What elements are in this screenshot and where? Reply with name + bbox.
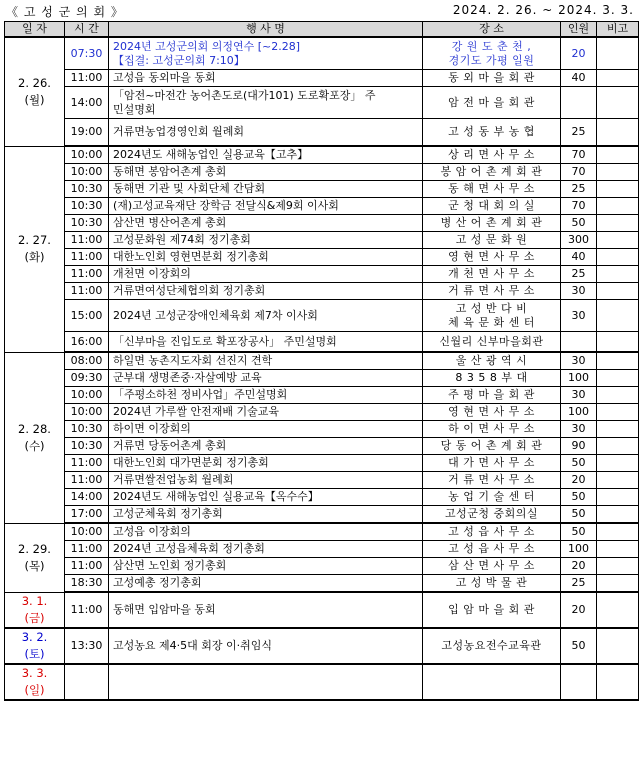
event-cell: 삼산면 병산어촌계 총회: [109, 215, 423, 232]
place-cell: 당 동 어 촌 계 회 관: [423, 438, 561, 455]
time-cell: 10:30: [65, 198, 109, 215]
event-cell: 하이면 이장회의: [109, 421, 423, 438]
note-cell: [597, 370, 639, 387]
note-cell: [597, 70, 639, 87]
time-cell: 08:00: [65, 352, 109, 370]
table-row: [5, 541, 639, 558]
table-row: [5, 404, 639, 421]
table-row: [5, 352, 639, 370]
time-cell: 10:00: [65, 164, 109, 181]
note-cell: [597, 283, 639, 300]
note-cell: [597, 558, 639, 575]
event-cell: 2024년 가루쌀 안전재배 기술교육: [109, 404, 423, 421]
col-time: 시 간: [65, 22, 109, 38]
note-cell: [597, 146, 639, 164]
schedule-body: [5, 37, 639, 700]
count-cell: 20: [561, 558, 597, 575]
event-cell: 대한노인회 대가면분회 정기총회: [109, 455, 423, 472]
place-cell: 삼 산 면 사 무 소: [423, 558, 561, 575]
date-label: 2. 27.: [18, 233, 51, 247]
event-cell: 고성문화원 제74회 정기총회: [109, 232, 423, 249]
event-cell: 동해면 봉암어촌계 총회: [109, 164, 423, 181]
time-cell: 11:00: [65, 541, 109, 558]
time-cell: 13:30: [65, 628, 109, 664]
weekday-label: (금): [24, 610, 45, 625]
event-cell: 거류면여성단체협의회 정기총회: [109, 283, 423, 300]
note-cell: [597, 438, 639, 455]
count-cell: 30: [561, 387, 597, 404]
count-cell: 50: [561, 506, 597, 524]
time-cell: 11:00: [65, 558, 109, 575]
table-row: [5, 198, 639, 215]
note-cell: [597, 506, 639, 524]
event-cell: 「주평소하천 정비사업」주민설명회: [109, 387, 423, 404]
count-cell: 90: [561, 438, 597, 455]
time-cell: 10:30: [65, 181, 109, 198]
table-row: [5, 558, 639, 575]
time-cell: 19:00: [65, 119, 109, 147]
event-cell: 「신부마을 진입도로 확포장공사」 주민설명회: [109, 332, 423, 353]
table-row: [5, 300, 639, 332]
time-cell: 14:00: [65, 87, 109, 119]
table-row: [5, 266, 639, 283]
count-cell: 50: [561, 628, 597, 664]
col-event: 행 사 명: [109, 22, 423, 38]
place-cell: 신월리 신부마을회관: [423, 332, 561, 353]
table-row: [5, 164, 639, 181]
count-cell: 50: [561, 455, 597, 472]
event-cell: 고성농요 제4·5대 회장 이·취임식: [109, 628, 423, 664]
council-title: 《 고 성 군 의 회 》: [6, 5, 124, 19]
time-cell: 11:00: [65, 592, 109, 628]
count-cell: [561, 87, 597, 119]
count-cell: 30: [561, 300, 597, 332]
date-range: 2024. 2. 26. ~ 2024. 3. 3.: [452, 3, 634, 17]
table-row: [5, 489, 639, 506]
table-row: [5, 232, 639, 249]
note-cell: [597, 541, 639, 558]
note-cell: [597, 87, 639, 119]
note-cell: [597, 404, 639, 421]
place-cell: 군 청 대 회 의 실: [423, 198, 561, 215]
place-cell: 하 이 면 사 무 소: [423, 421, 561, 438]
note-cell: [597, 266, 639, 283]
note-cell: [597, 198, 639, 215]
place-cell: 고 성 반 다 비 체 육 문 화 센 터: [423, 300, 561, 332]
note-cell: [597, 164, 639, 181]
time-cell: 11:00: [65, 472, 109, 489]
note-cell: [597, 300, 639, 332]
count-cell: 25: [561, 119, 597, 147]
count-cell: [561, 332, 597, 353]
count-cell: 30: [561, 352, 597, 370]
count-cell: 70: [561, 198, 597, 215]
note-cell: [597, 181, 639, 198]
note-cell: [597, 215, 639, 232]
time-cell: 11:00: [65, 70, 109, 87]
place-cell: 거 류 면 사 무 소: [423, 283, 561, 300]
table-row: [5, 592, 639, 628]
event-cell: 개천면 이장회의: [109, 266, 423, 283]
place-cell: 영 현 면 사 무 소: [423, 404, 561, 421]
place-cell: 고 성 문 화 원: [423, 232, 561, 249]
count-cell: 100: [561, 370, 597, 387]
count-cell: 100: [561, 404, 597, 421]
date-cell: [5, 628, 65, 664]
col-place: 장 소: [423, 22, 561, 38]
table-row: [5, 387, 639, 404]
event-cell: 2024년 고성읍체육회 정기총회: [109, 541, 423, 558]
time-cell: 11:00: [65, 232, 109, 249]
table-row: [5, 215, 639, 232]
time-cell: 10:30: [65, 438, 109, 455]
note-cell: [597, 332, 639, 353]
place-cell: 입 암 마 을 회 관: [423, 592, 561, 628]
col-note: 비고: [597, 22, 639, 38]
count-cell: 70: [561, 146, 597, 164]
note-cell: [597, 472, 639, 489]
time-cell: 17:00: [65, 506, 109, 524]
event-cell: 삼산면 노인회 정기총회: [109, 558, 423, 575]
count-cell: 50: [561, 523, 597, 541]
event-cell: 고성군체육회 정기총회: [109, 506, 423, 524]
count-cell: 30: [561, 421, 597, 438]
table-row: [5, 283, 639, 300]
place-cell: 강 원 도 춘 천 , 경기도 가평 일원: [423, 37, 561, 70]
place-cell: 암 전 마 을 회 관: [423, 87, 561, 119]
count-cell: 25: [561, 181, 597, 198]
count-cell: 300: [561, 232, 597, 249]
count-cell: 20: [561, 472, 597, 489]
time-cell: 11:00: [65, 266, 109, 283]
place-cell: [423, 664, 561, 700]
weekday-label: (일): [24, 683, 45, 697]
note-cell: [597, 664, 639, 700]
place-cell: 병 산 어 촌 계 회 관: [423, 215, 561, 232]
note-cell: [597, 523, 639, 541]
event-cell: 거류면쌀전업농회 월례회: [109, 472, 423, 489]
place-cell: 고성군청 중회의실: [423, 506, 561, 524]
table-row: [5, 332, 639, 353]
table-row: [5, 664, 639, 700]
table-row: [5, 455, 639, 472]
date-cell: [5, 664, 65, 700]
time-cell: 10:00: [65, 404, 109, 421]
place-cell: 농 업 기 술 센 터: [423, 489, 561, 506]
table-row: [5, 146, 639, 164]
event-cell: [109, 664, 423, 700]
time-cell: 10:30: [65, 421, 109, 438]
place-cell: 동 해 면 사 무 소: [423, 181, 561, 198]
place-cell: 울 산 광 역 시: [423, 352, 561, 370]
time-cell: 16:00: [65, 332, 109, 353]
time-cell: 10:00: [65, 523, 109, 541]
col-count: 인원: [561, 22, 597, 38]
date-cell: [5, 37, 65, 146]
place-cell: 8 3 5 8 부 대: [423, 370, 561, 387]
note-cell: [597, 387, 639, 404]
event-cell: 동해면 입암마을 동회: [109, 592, 423, 628]
place-cell: 봉 암 어 촌 계 회 관: [423, 164, 561, 181]
event-cell: (재)고성교육재단 장학금 전달식&제9회 이사회: [109, 198, 423, 215]
count-cell: 50: [561, 215, 597, 232]
time-cell: 11:00: [65, 283, 109, 300]
time-cell: 10:00: [65, 146, 109, 164]
place-cell: 고 성 동 부 농 협: [423, 119, 561, 147]
weekday-label: (월): [24, 92, 45, 107]
count-cell: 50: [561, 489, 597, 506]
note-cell: [597, 119, 639, 147]
table-row: [5, 421, 639, 438]
event-cell: 동해면 기관 및 사회단체 간담회: [109, 181, 423, 198]
table-header-row: [5, 22, 639, 38]
count-cell: 25: [561, 575, 597, 593]
place-cell: 주 평 마 을 회 관: [423, 387, 561, 404]
table-row: [5, 438, 639, 455]
place-cell: 거 류 면 사 무 소: [423, 472, 561, 489]
event-cell: 고성읍 동외마을 동회: [109, 70, 423, 87]
table-row: [5, 70, 639, 87]
date-label: 3. 1.: [21, 593, 48, 608]
table-row: [5, 370, 639, 387]
time-cell: 15:00: [65, 300, 109, 332]
weekday-label: (수): [24, 438, 45, 453]
count-cell: 20: [561, 592, 597, 628]
event-cell: 2024년도 새해농업인 실용교육【옥수수】: [109, 489, 423, 506]
date-cell: [5, 523, 65, 592]
table-row: [5, 575, 639, 593]
event-cell: 「암전~마전간 농어촌도로(대가101) 도로확포장」 주 민설명회: [109, 87, 423, 119]
time-cell: 14:00: [65, 489, 109, 506]
table-row: [5, 506, 639, 524]
event-cell: 고성읍 이장회의: [109, 523, 423, 541]
event-cell: 고성예총 정기총회: [109, 575, 423, 593]
date-cell: [5, 352, 65, 523]
place-cell: 고 성 읍 사 무 소: [423, 541, 561, 558]
count-cell: 25: [561, 266, 597, 283]
count-cell: 40: [561, 249, 597, 266]
event-cell: 거류면농업경영인회 월례회: [109, 119, 423, 147]
note-cell: [597, 592, 639, 628]
event-cell: 2024년도 새해농업인 실용교육【고추】: [109, 146, 423, 164]
time-cell: 11:00: [65, 455, 109, 472]
event-cell: 2024년 고성군장애인체육회 제7차 이사회: [109, 300, 423, 332]
note-cell: [597, 455, 639, 472]
table-row: [5, 472, 639, 489]
place-cell: 상 리 면 사 무 소: [423, 146, 561, 164]
col-date: 일 자: [5, 22, 65, 38]
note-cell: [597, 249, 639, 266]
schedule-table: [4, 21, 639, 701]
page-header: [0, 0, 640, 21]
weekday-label: (화): [24, 250, 45, 264]
weekday-label: (토): [24, 647, 45, 661]
date-label: 3. 3.: [21, 666, 48, 680]
date-label: 2. 29.: [18, 541, 51, 556]
table-row: [5, 37, 639, 70]
place-cell: 고 성 읍 사 무 소: [423, 523, 561, 541]
time-cell: 10:30: [65, 215, 109, 232]
date-label: 2. 28.: [18, 421, 51, 436]
note-cell: [597, 575, 639, 593]
time-cell: [65, 664, 109, 700]
time-cell: 18:30: [65, 575, 109, 593]
time-cell: 07:30: [65, 37, 109, 70]
place-cell: 고 성 박 물 관: [423, 575, 561, 593]
count-cell: 30: [561, 283, 597, 300]
place-cell: 영 현 면 사 무 소: [423, 249, 561, 266]
count-cell: 20: [561, 37, 597, 70]
count-cell: 70: [561, 164, 597, 181]
event-cell: 대한노인회 영현면분회 정기총회: [109, 249, 423, 266]
time-cell: 11:00: [65, 249, 109, 266]
table-row: [5, 628, 639, 664]
note-cell: [597, 421, 639, 438]
place-cell: 고성농요전수교육관: [423, 628, 561, 664]
table-row: [5, 181, 639, 198]
table-row: [5, 87, 639, 119]
note-cell: [597, 37, 639, 70]
note-cell: [597, 352, 639, 370]
date-label: 2. 26.: [18, 75, 51, 90]
count-cell: 40: [561, 70, 597, 87]
table-row: [5, 523, 639, 541]
note-cell: [597, 489, 639, 506]
time-cell: 09:30: [65, 370, 109, 387]
place-cell: 대 가 면 사 무 소: [423, 455, 561, 472]
event-cell: 군부대 생명존중·자살예방 교육: [109, 370, 423, 387]
event-cell: 하일면 농촌지도자회 선진지 견학: [109, 352, 423, 370]
date-cell: [5, 146, 65, 352]
note-cell: [597, 628, 639, 664]
weekday-label: (목): [24, 558, 45, 573]
date-label: 3. 2.: [21, 630, 48, 644]
event-cell: 2024년 고성군의회 의정연수 [~2.28] 【집결: 고성군의회 7:10】: [109, 37, 423, 70]
count-cell: 100: [561, 541, 597, 558]
place-cell: 개 천 면 사 무 소: [423, 266, 561, 283]
count-cell: [561, 664, 597, 700]
date-cell: [5, 592, 65, 628]
place-cell: 동 외 마 을 회 관: [423, 70, 561, 87]
table-row: [5, 249, 639, 266]
time-cell: 10:00: [65, 387, 109, 404]
event-cell: 거류면 당동어촌계 총회: [109, 438, 423, 455]
note-cell: [597, 232, 639, 249]
table-row: [5, 119, 639, 147]
